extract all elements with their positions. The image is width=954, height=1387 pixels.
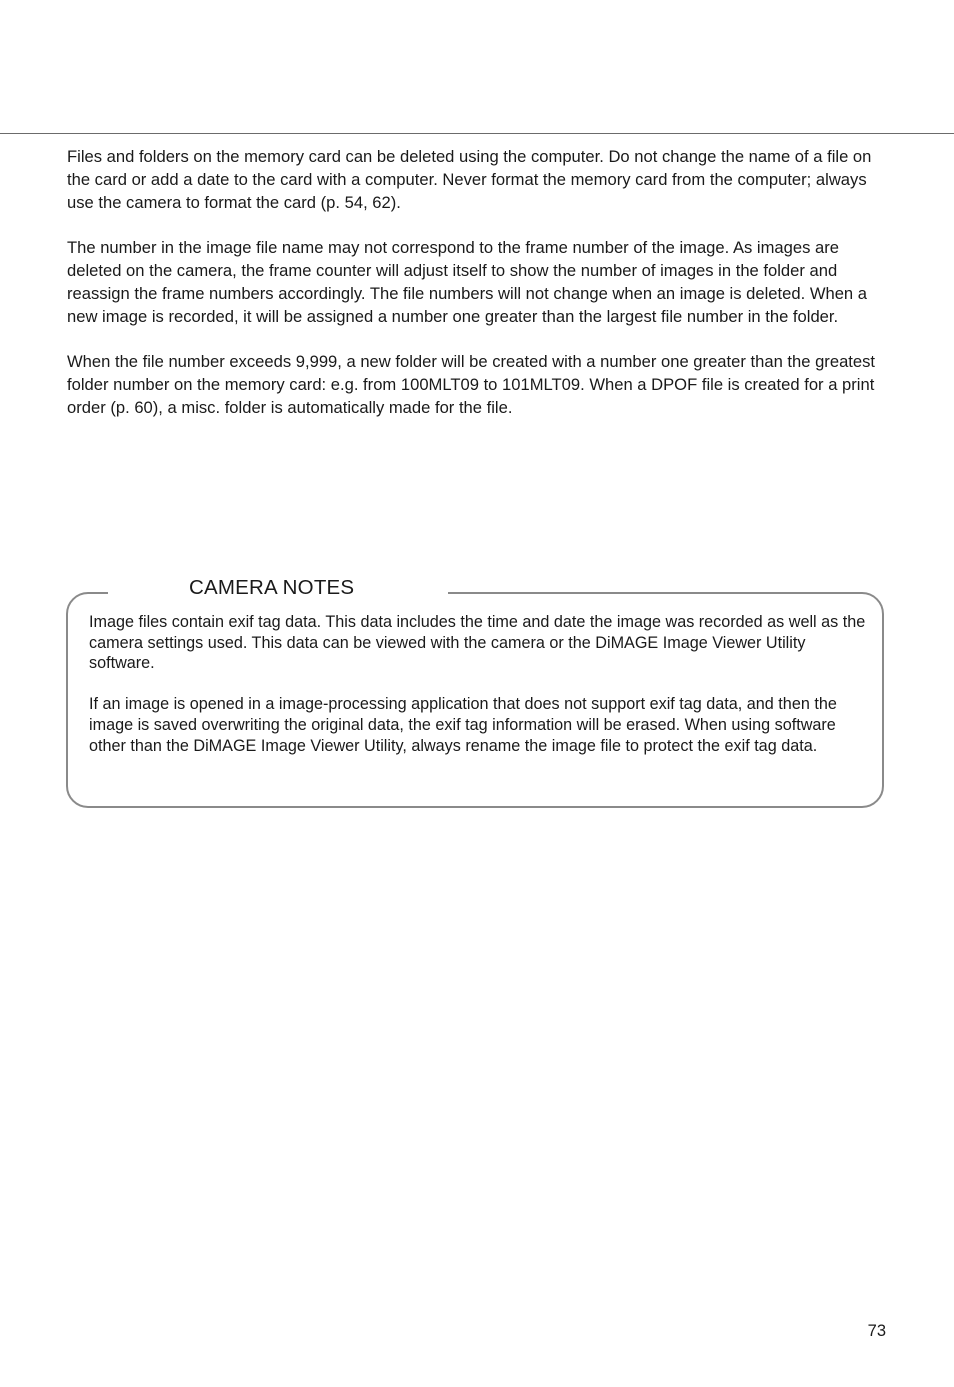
camera-notes-text (89, 612, 869, 777)
camera-notes-title: CAMERA NOTES (189, 576, 355, 599)
body-paragraph-2: The number in the image file name may not correspond to the frame number of the image. As images are deleted on the camera, the frame counter will adjust itself to show the number of images in the folder and reassign the frame numbers accordingly. The file numbers will not change when an image is deleted. When a new image is recorded, it will be assigned a number one greater than the largest file number in the folder. (67, 238, 867, 326)
camera-notes-paragraph-2: If an image is opened in a image-processing application that does not support exif tag data, and then the image is saved overwriting the original data, the exif tag information will be erased. When using software other than the DiMAGE Image Viewer Utility, always rename the image file to protect the exif tag data. (89, 695, 837, 755)
body-text (67, 146, 897, 442)
page-number: 73 (867, 1322, 886, 1340)
header-rule (0, 133, 954, 134)
camera-notes-paragraph-1: Image files contain exif tag data. This data includes the time and date the image was recorded as well as the camera settings used. This data can be viewed with the camera or the DiMAGE Image Viewer Utility software. (89, 613, 866, 673)
body-paragraph-1: Files and folders on the memory card can be deleted using the computer. Do not change the name of a file on the card or add a date to the card with a computer. Never format the memory card from the computer; always use the camera to format the card (p. 54, 62). (67, 147, 872, 212)
body-paragraph-3: When the file number exceeds 9,999, a new folder will be created with a number one greater than the greatest folder number on the memory card: e.g. from 100MLT09 to 101MLT09. When a DPOF file is created for a print order (p. 60), a misc. folder is automatically made for the file. (67, 352, 876, 417)
